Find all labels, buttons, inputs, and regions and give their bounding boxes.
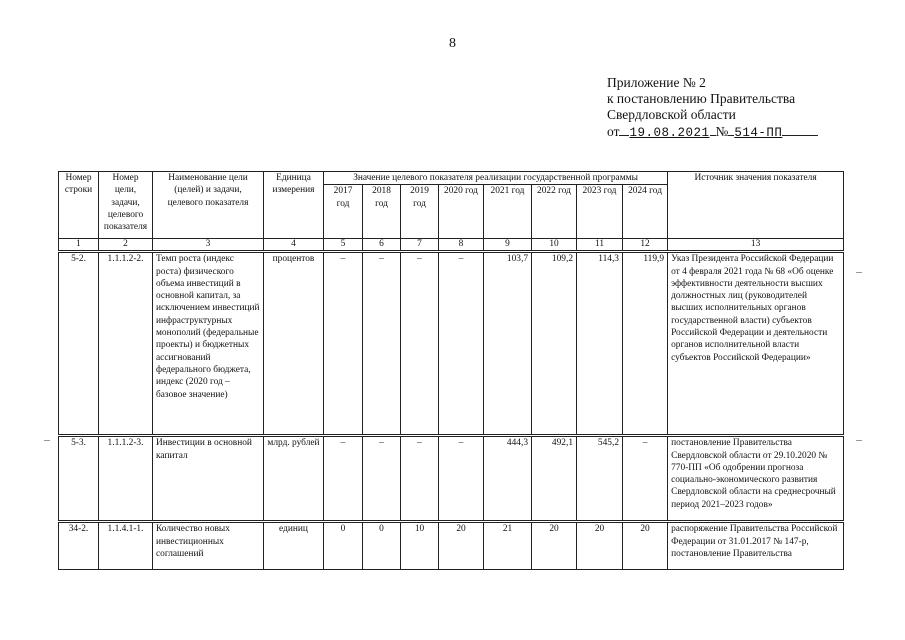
- value-2017: –: [324, 436, 363, 522]
- header-year: 2020 год: [439, 185, 484, 239]
- page-number: 8: [449, 36, 456, 51]
- value-2018: 0: [363, 522, 401, 570]
- table-header-row: [59, 172, 844, 185]
- margin-tick-left: [44, 440, 50, 441]
- unit: процентов: [264, 252, 324, 436]
- value-2018: –: [363, 252, 401, 436]
- column-number: 1: [59, 239, 99, 252]
- header-indicator-name: Наименование цели (целей) и задачи, целевого показателя: [153, 172, 264, 239]
- header-source: Источник значения показателя: [668, 172, 844, 239]
- value-2023: 545,2: [577, 436, 623, 522]
- value-2024: 20: [623, 522, 668, 570]
- indicator-name: Темп роста (индекс роста) физического объема инвестиций в основной капитал, за исключением инвестиций инфраструктурных монополий (федеральные проекты) и бюджетных ассигнований федерального бюджета, индекс (2020 год – базовое значение): [153, 252, 264, 436]
- table-row: [59, 252, 844, 436]
- value-2023: 114,3: [577, 252, 623, 436]
- value-2019: –: [401, 252, 439, 436]
- column-number: 12: [623, 239, 668, 252]
- source: постановление Правительства Свердловской области от 29.10.2020 № 770-ПП «Об одобрении прогноза социально-экономического развития Свердловской области на среднесрочный период 2021–2023 годов»: [668, 436, 844, 522]
- column-number-row: [59, 239, 844, 252]
- header-unit: Единица измерения: [264, 172, 324, 239]
- goal-number: 1.1.1.2-3.: [99, 436, 153, 522]
- date-prefix: от: [607, 124, 620, 139]
- column-number: 4: [264, 239, 324, 252]
- row-number: 5-3.: [59, 436, 99, 522]
- value-2022: 109,2: [532, 252, 577, 436]
- value-2020: –: [439, 436, 484, 522]
- value-2019: –: [401, 436, 439, 522]
- header-values-group: Значение целевого показателя реализации государственной программы: [324, 172, 668, 185]
- margin-tick-right-1: [856, 272, 862, 273]
- appendix-heading: [607, 75, 818, 141]
- margin-tick-right-2: [856, 440, 862, 441]
- number-value: 514-ПП: [734, 126, 783, 140]
- value-2021: 103,7: [484, 252, 532, 436]
- header-year: 2024 год: [623, 185, 668, 239]
- column-number: 11: [577, 239, 623, 252]
- table-row: [59, 522, 844, 570]
- header-year: 2018 год: [363, 185, 401, 239]
- value-2024: 119,9: [623, 252, 668, 436]
- appendix-title: Приложение № 2: [607, 75, 706, 90]
- header-year: 2017 год: [324, 185, 363, 239]
- appendix-date-line: [607, 123, 818, 141]
- value-2022: 20: [532, 522, 577, 570]
- column-number: 5: [324, 239, 363, 252]
- row-number: 5-2.: [59, 252, 99, 436]
- unit: млрд. рублей: [264, 436, 324, 522]
- column-number: 10: [532, 239, 577, 252]
- column-number: 2: [99, 239, 153, 252]
- appendix-resolution-line: к постановлению Правительства: [607, 91, 796, 106]
- value-2019: 10: [401, 522, 439, 570]
- value-2017: –: [324, 252, 363, 436]
- goal-number: 1.1.4.1-1.: [99, 522, 153, 570]
- value-2021: 21: [484, 522, 532, 570]
- indicators-table: [58, 171, 844, 570]
- unit: единиц: [264, 522, 324, 570]
- value-2020: 20: [439, 522, 484, 570]
- column-number: 6: [363, 239, 401, 252]
- column-number: 13: [668, 239, 844, 252]
- header-year: 2019 год: [401, 185, 439, 239]
- column-number: 9: [484, 239, 532, 252]
- indicator-name: Инвестиции в основной капитал: [153, 436, 264, 522]
- source: распоряжение Правительства Российской Федерации от 31.01.2017 № 147-р, постановление Правительства: [668, 522, 844, 570]
- header-row-number: Номер строки: [59, 172, 99, 239]
- indicator-name: Количество новых инвестиционных соглашений: [153, 522, 264, 570]
- header-year: 2022 год: [532, 185, 577, 239]
- header-year: 2021 год: [484, 185, 532, 239]
- column-number: 3: [153, 239, 264, 252]
- column-number: 7: [401, 239, 439, 252]
- value-2021: 444,3: [484, 436, 532, 522]
- column-number: 8: [439, 239, 484, 252]
- value-2018: –: [363, 436, 401, 522]
- value-2022: 492,1: [532, 436, 577, 522]
- goal-number: 1.1.1.2-2.: [99, 252, 153, 436]
- value-2023: 20: [577, 522, 623, 570]
- date-value: 19.08.2021: [629, 126, 710, 140]
- appendix-region-line: Свердловской области: [607, 107, 736, 122]
- row-number: 34-2.: [59, 522, 99, 570]
- header-year: 2023 год: [577, 185, 623, 239]
- table-row: [59, 436, 844, 522]
- header-goal-number: Номер цели, задачи, целевого показателя: [99, 172, 153, 239]
- value-2024: –: [623, 436, 668, 522]
- value-2017: 0: [324, 522, 363, 570]
- number-prefix: №: [715, 124, 729, 139]
- value-2020: –: [439, 252, 484, 436]
- source: Указ Президента Российской Федерации от 4 февраля 2021 года № 68 «Об оценке эффективности деятельности высших должностных лиц (руководителей высших исполнительных органов государственной власти) субъектов Российской Федерации и деятельности органов исполнительной власти субъектов Российской Федерации»: [668, 252, 844, 436]
